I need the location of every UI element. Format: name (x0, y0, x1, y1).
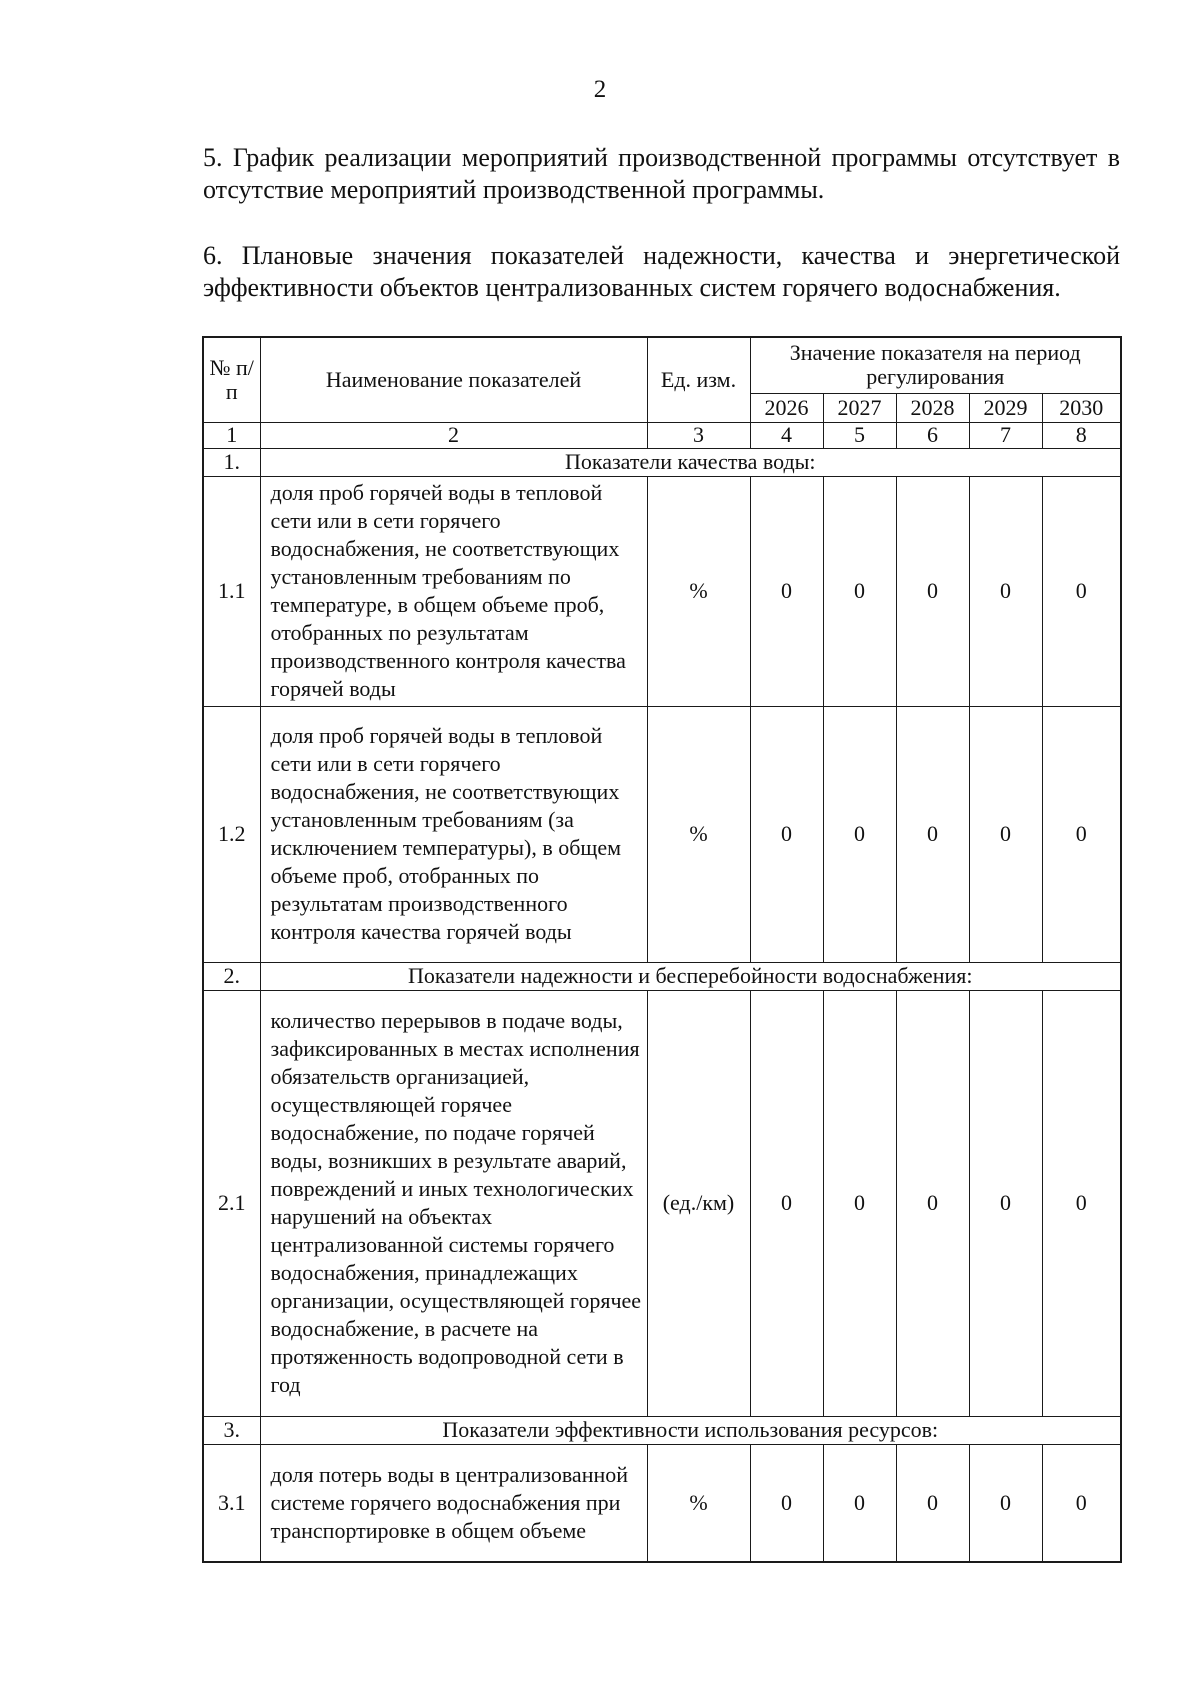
value-2027: 0 (823, 706, 896, 962)
value-2029: 0 (969, 1444, 1042, 1562)
value-2026: 0 (750, 476, 823, 706)
header-year: 2026 (750, 393, 823, 422)
indicator-unit: % (647, 1444, 750, 1562)
column-number: 3 (647, 422, 750, 448)
column-number: 8 (1042, 422, 1121, 448)
paragraph-5: 5. График реализации мероприятий производственной программы отсутствует в отсутствие мероприятий производственной программы. (203, 143, 1120, 204)
value-2030: 0 (1042, 476, 1121, 706)
header-year: 2028 (896, 393, 969, 422)
indicator-name: доля проб горячей воды в тепловой сети или в сети горячего водоснабжения, не соответствующих установленным требованиям (за исключением температуры), в общем объеме проб, отобранных по результатам производственного контроля качества горячей воды (260, 706, 647, 962)
value-2029: 0 (969, 476, 1042, 706)
column-number: 4 (750, 422, 823, 448)
value-2028: 0 (896, 706, 969, 962)
value-2030: 0 (1042, 706, 1121, 962)
value-2028: 0 (896, 1444, 969, 1562)
page-number: 2 (593, 76, 607, 103)
header-name: Наименование показателей (260, 337, 647, 422)
indicator-name: доля потерь воды в централизованной системе горячего водоснабжения при транспортировке в общем объеме (260, 1444, 647, 1562)
row-number: 1.1 (203, 476, 260, 706)
value-2029: 0 (969, 706, 1042, 962)
row-number: 3.1 (203, 1444, 260, 1562)
header-num: № п/п (203, 337, 260, 422)
column-number: 5 (823, 422, 896, 448)
indicator-name: доля проб горячей воды в тепловой сети или в сети горячего водоснабжения, не соответствующих установленным требованиям по температуре, в общем объеме проб, отобранных по результатам производственного контроля качества горячей воды (260, 476, 647, 706)
paragraph-6: 6. Плановые значения показателей надежности, качества и энергетической эффективности объектов централизованных систем горячего водоснабжения. (203, 241, 1120, 302)
section-title: Показатели качества воды: (260, 448, 1121, 476)
row-number: 1.2 (203, 706, 260, 962)
section-number: 3. (203, 1416, 260, 1444)
value-2030: 0 (1042, 990, 1121, 1416)
value-2027: 0 (823, 990, 896, 1416)
header-year: 2029 (969, 393, 1042, 422)
column-number: 6 (896, 422, 969, 448)
value-2026: 0 (750, 1444, 823, 1562)
value-2028: 0 (896, 476, 969, 706)
section-number: 2. (203, 962, 260, 990)
indicator-unit: % (647, 476, 750, 706)
value-2027: 0 (823, 1444, 896, 1562)
section-number: 1. (203, 448, 260, 476)
indicator-unit: (ед./км) (647, 990, 750, 1416)
header-year: 2027 (823, 393, 896, 422)
column-number: 2 (260, 422, 647, 448)
indicator-name: количество перерывов в подаче воды, зафиксированных в местах исполнения обязательств организацией, осуществляющей горячее водоснабжение, по подаче горячей воды, возникших в результате аварий, повреждений и иных технологических нарушений на объектах централизованной системы горячего водоснабжения, принадлежащих организации, осуществляющей горячее водоснабжение, в расчете на протяженность водопроводной сети в год (260, 990, 647, 1416)
value-2026: 0 (750, 706, 823, 962)
indicator-unit: % (647, 706, 750, 962)
value-2026: 0 (750, 990, 823, 1416)
column-number: 1 (203, 422, 260, 448)
section-title: Показатели надежности и бесперебойности водоснабжения: (260, 962, 1121, 990)
indicators-table (202, 336, 1122, 1563)
header-year: 2030 (1042, 393, 1121, 422)
value-2029: 0 (969, 990, 1042, 1416)
value-2027: 0 (823, 476, 896, 706)
section-title: Показатели эффективности использования ресурсов: (260, 1416, 1121, 1444)
column-number: 7 (969, 422, 1042, 448)
header-period: Значение показателя на период регулирования (750, 337, 1121, 393)
row-number: 2.1 (203, 990, 260, 1416)
value-2028: 0 (896, 990, 969, 1416)
header-unit: Ед. изм. (647, 337, 750, 422)
value-2030: 0 (1042, 1444, 1121, 1562)
